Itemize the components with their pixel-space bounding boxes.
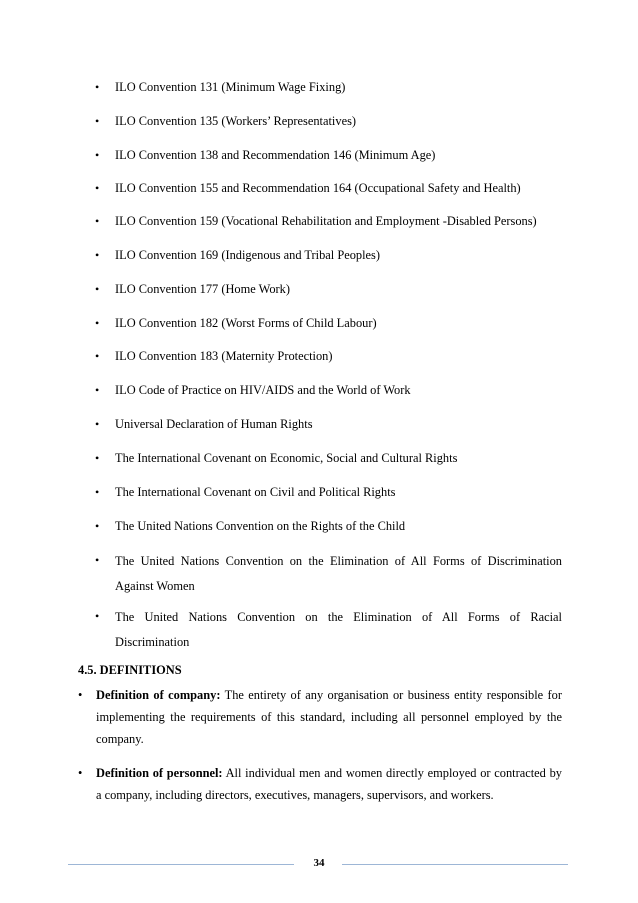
- bullet-icon: •: [78, 688, 83, 702]
- definition-paragraph: [96, 762, 562, 806]
- list-item-text: ILO Convention 183 (Maternity Protection): [115, 349, 333, 363]
- bullet-icon: •: [95, 316, 100, 330]
- page-number: 34: [313, 857, 325, 869]
- bullet-icon: •: [95, 417, 100, 431]
- list-item-text: ILO Convention 155 and Recommendation 164 (Occupational Safety and Health): [115, 181, 521, 195]
- list-item-text: The United Nations Convention on the Elimination of All Forms of Racial Discrimination: [115, 610, 562, 649]
- list-item-text: The United Nations Convention on the Elimination of All Forms of Discrimination Against Women: [115, 554, 562, 593]
- bullet-icon: •: [95, 451, 100, 465]
- section-heading: 4.5. DEFINITIONS: [78, 663, 182, 677]
- list-item-text: The International Covenant on Economic, Social and Cultural Rights: [115, 451, 458, 465]
- definition-body: The entirety of any organisation or business entity responsible for implementing the requirements of this standard, including all personnel employed by the company.: [96, 688, 563, 746]
- list-item-text: ILO Convention 159 (Vocational Rehabilitation and Employment -Disabled Persons): [115, 214, 537, 228]
- bullet-icon: •: [95, 282, 100, 296]
- list-item-text: The United Nations Convention on the Rights of the Child: [115, 519, 406, 533]
- bullet-icon: •: [95, 383, 100, 397]
- definition-body: All individual men and women directly employed or contracted by a company, including directors, executives, managers, supervisors, and workers.: [96, 766, 562, 802]
- bullet-icon: •: [95, 519, 100, 533]
- footer-rule-left: [68, 864, 294, 865]
- bullet-icon: •: [95, 181, 100, 195]
- bullet-icon: •: [95, 485, 100, 499]
- list-item-text: The International Covenant on Civil and Political Rights: [115, 485, 396, 499]
- bullet-icon: •: [95, 248, 100, 262]
- list-item-text: ILO Convention 177 (Home Work): [115, 282, 290, 296]
- bullet-icon: •: [95, 148, 100, 162]
- bullet-icon: •: [78, 766, 83, 780]
- bullet-icon: •: [95, 349, 100, 363]
- list-item-text: ILO Convention 182 (Worst Forms of Child Labour): [115, 316, 377, 330]
- definition-paragraph: [96, 684, 562, 750]
- definition-term: Definition of company:: [96, 688, 221, 702]
- bullet-icon: •: [95, 214, 100, 228]
- footer-rule-right: [342, 864, 568, 865]
- list-item-text: ILO Convention 131 (Minimum Wage Fixing): [115, 80, 346, 94]
- bullet-icon: •: [95, 80, 100, 94]
- definition-term: Definition of personnel:: [96, 766, 223, 780]
- bullet-icon: •: [95, 609, 100, 623]
- list-item-text: ILO Code of Practice on HIV/AIDS and the World of Work: [115, 383, 411, 397]
- list-item-text: ILO Convention 135 (Workers’ Representatives): [115, 114, 357, 128]
- bullet-icon: •: [95, 553, 100, 567]
- list-item-text: ILO Convention 138 and Recommendation 146 (Minimum Age): [115, 148, 436, 162]
- list-item-text: ILO Convention 169 (Indigenous and Tribal Peoples): [115, 248, 381, 262]
- list-item-text: Universal Declaration of Human Rights: [115, 417, 313, 431]
- bullet-icon: •: [95, 114, 100, 128]
